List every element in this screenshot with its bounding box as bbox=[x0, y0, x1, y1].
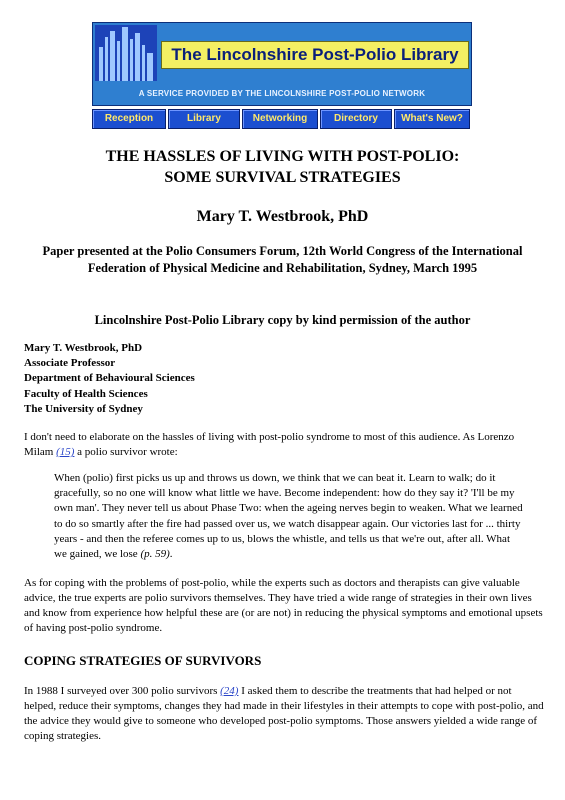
intro-text-b: a polio survivor wrote: bbox=[74, 446, 178, 458]
reference-link-15[interactable]: (15) bbox=[56, 446, 75, 458]
affiliation-line: Associate Professor bbox=[24, 357, 116, 370]
permission-note: Lincolnshire Post-Polio Library copy by kind permission of the author bbox=[94, 313, 471, 327]
coping-paragraph: As for coping with the problems of post-polio, while the experts such as doctors and therapists can give valuable advice, the true experts are polio survivors themselves. They have tried a wide range of strategies in their own lives and know from experience how helpful these are (or are not) in reducing the physical symptoms and emotional upsets of having post-polio syndrome. bbox=[24, 577, 543, 634]
affiliation-line: Mary T. Westbrook, PhD bbox=[24, 342, 143, 354]
quote-page-ref: (p. 59) bbox=[140, 548, 170, 561]
banner-title: The Lincolnshire Post-Polio Library bbox=[161, 41, 469, 69]
quote-text: When (polio) first picks us up and throws us down, we think that we can beat it. Learn to walk; do it gracefully, so no one will know what little we have. Become independent: how do they say it? 'I'll be my own man'. They never tell us about Phase Two: when the ageing nerves begin to weaken. What we learned to do so smartly after the fire had passed over us, we watch disappear again. Our victories last for ... thirty years - and then the referee comes up to us, blows the whistle, and tells us that we're out, after all. What we gained, we lose bbox=[54, 472, 523, 561]
nav-library[interactable]: Library bbox=[168, 109, 240, 129]
author-affiliation bbox=[24, 341, 424, 417]
intro-paragraph bbox=[24, 430, 546, 460]
paper-note: Paper presented at the Polio Consumers Forum, 12th World Congress of the International Federation of Physical Medicine and Rehabilitation, Sydney, March 1995 bbox=[42, 244, 523, 275]
nav-bar bbox=[92, 109, 472, 129]
block-quote bbox=[54, 471, 524, 562]
site-banner bbox=[92, 22, 472, 130]
intro-text-a: I don't need to elaborate on the hassles of living with post-polio syndrome to most of this audience. As Lorenzo Milam bbox=[24, 431, 515, 458]
affiliation-line: Department of Behavioural Sciences bbox=[24, 372, 195, 385]
document-title bbox=[0, 146, 565, 188]
nav-whats-new[interactable]: What's New? bbox=[394, 109, 470, 129]
nav-networking[interactable]: Networking bbox=[242, 109, 318, 129]
affiliation-line: Faculty of Health Sciences bbox=[24, 387, 148, 400]
section-heading: COPING STRATEGIES OF SURVIVORS bbox=[24, 653, 262, 668]
nav-reception[interactable]: Reception bbox=[92, 109, 166, 129]
title-line-2: SOME SURVIVAL STRATEGIES bbox=[164, 169, 401, 186]
cathedral-logo-icon bbox=[95, 25, 157, 81]
banner-header[interactable] bbox=[92, 22, 472, 106]
quote-end: . bbox=[169, 548, 173, 561]
survey-paragraph bbox=[24, 684, 546, 744]
author-name: Mary T. Westbrook, PhD bbox=[196, 208, 369, 225]
survey-text-b: I asked them to describe the treatments that had helped or not helped, reduce their symptoms, changes they had made in their lifestyles in their attempts to cope with post-polio, and the advice they would give to someone who developed post-polio symptoms. Those answers yielded a wide range of coping strategies. bbox=[24, 685, 544, 742]
survey-text-a: In 1988 I surveyed over 300 polio survivors bbox=[24, 685, 221, 697]
title-line-1: THE HASSLES OF LIVING WITH POST-POLIO: bbox=[105, 148, 460, 165]
affiliation-line: The University of Sydney bbox=[24, 402, 143, 415]
reference-link-24[interactable]: (24) bbox=[220, 685, 239, 697]
banner-subtitle: A SERVICE PROVIDED BY THE LINCOLNSHIRE POST-POLIO NETWORK bbox=[138, 89, 426, 98]
nav-directory[interactable]: Directory bbox=[320, 109, 392, 129]
